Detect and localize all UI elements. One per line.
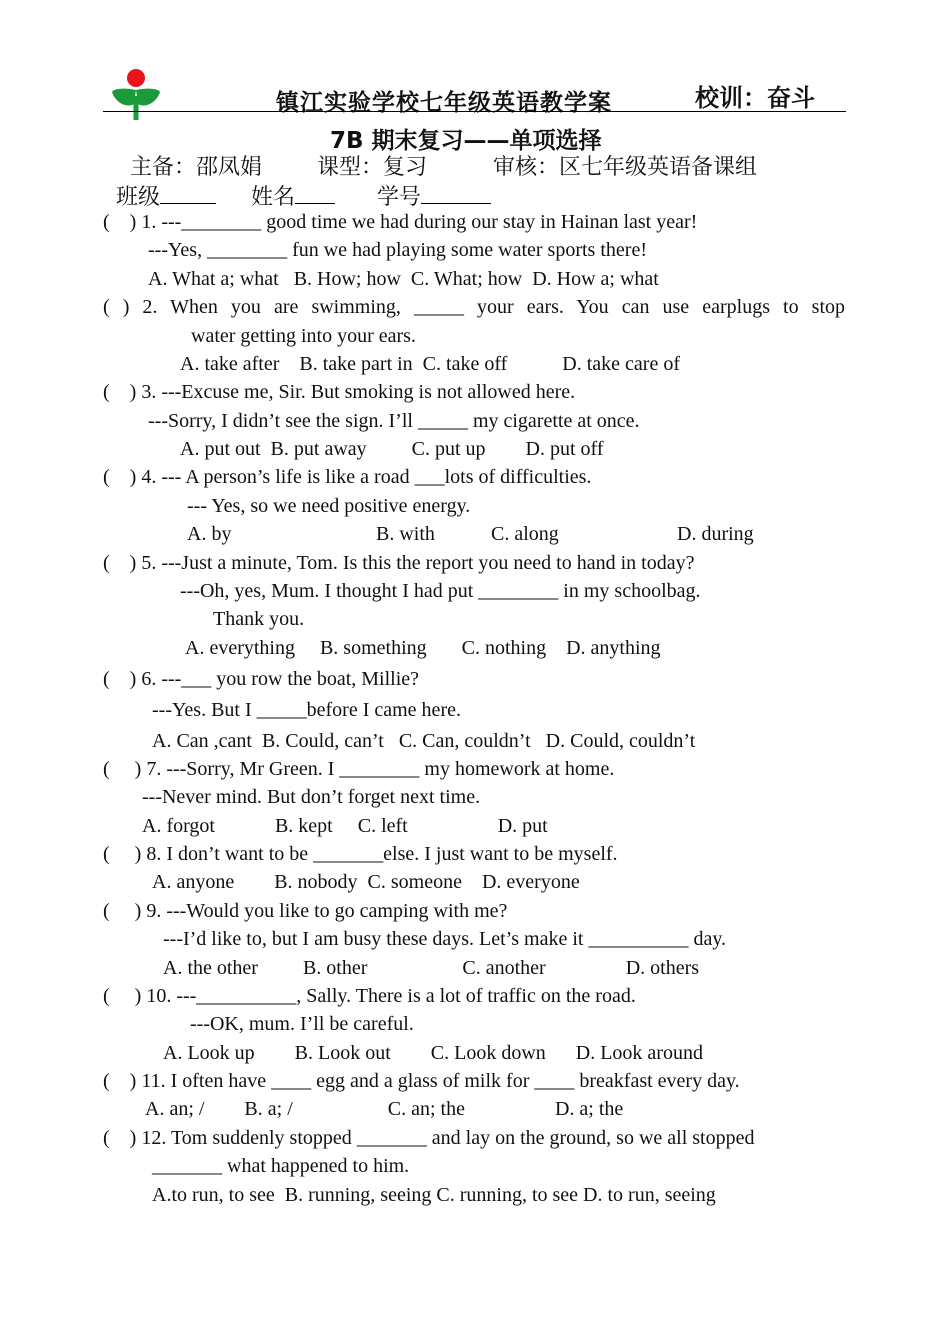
school-motto: 校训：奋斗 xyxy=(695,84,815,112)
number-blank[interactable] xyxy=(421,183,491,204)
q2-stem-cont: water getting into your ears. xyxy=(191,325,416,347)
q9-stem: ( ) 9. ---Would you like to go camping with me? xyxy=(103,900,508,922)
q9-options: A. the other B. other C. another D. others xyxy=(163,957,700,979)
school-title: 镇江实验学校七年级英语教学案 xyxy=(276,90,612,116)
q4-option-a: A. by xyxy=(187,523,232,545)
q5-options: A. everything B. something C. nothing D. anything xyxy=(185,637,661,659)
q5-reply: ---Oh, yes, Mum. I thought I had put ________ in my schoolbag. xyxy=(180,580,701,602)
q12-stem: ( ) 12. Tom suddenly stopped _______ and lay on the ground, so we all stopped xyxy=(103,1127,755,1149)
q3-stem: ( ) 3. ---Excuse me, Sir. But smoking is not allowed here. xyxy=(103,381,576,403)
q6-stem: ( ) 6. ---___ you row the boat, Millie? xyxy=(103,668,420,690)
q12-stem-cont: _______ what happened to him. xyxy=(152,1155,410,1177)
meta-review: 审核：区七年级英语备课组 xyxy=(492,155,757,180)
meta-type: 课型：复习 xyxy=(316,155,427,180)
meta-lead: 主备：邵凤娟 xyxy=(130,155,263,180)
school-logo xyxy=(110,68,162,120)
q8-stem: ( ) 8. I don’t want to be _______else. I just want to be myself. xyxy=(103,843,618,865)
q10-stem: ( ) 10. ---__________, Sally. There is a lot of traffic on the road. xyxy=(103,985,636,1007)
name-blank[interactable] xyxy=(295,183,335,204)
q1-reply: ---Yes, ________ fun we had playing some water sports there! xyxy=(148,239,647,261)
q4-option-b: B. with xyxy=(376,523,435,545)
class-blank[interactable] xyxy=(160,183,216,204)
q4-stem: ( ) 4. --- A person’s life is like a road ___lots of difficulties. xyxy=(103,466,592,488)
q4-option-d: D. during xyxy=(677,523,754,545)
student-fields xyxy=(116,180,491,211)
q10-options: A. Look up B. Look out C. Look down D. Look around xyxy=(163,1042,703,1064)
q3-options: A. put out B. put away C. put up D. put off xyxy=(180,438,604,460)
number-label: 学号 xyxy=(376,185,421,210)
meta-line xyxy=(130,150,757,181)
q5-reply-cont: Thank you. xyxy=(213,608,305,630)
q4-option-c: C. along xyxy=(491,523,559,545)
class-label: 班级 xyxy=(116,185,161,210)
q3-reply: ---Sorry, I didn’t see the sign. I’ll _____ my cigarette at once. xyxy=(148,410,640,432)
q6-options: A. Can ,cant B. Could, can’t C. Can, couldn’t D. Could, couldn’t xyxy=(152,730,696,752)
q11-options: A. an; / B. a; / C. an; the D. a; the xyxy=(145,1098,624,1120)
q7-reply: ---Never mind. But don’t forget next time. xyxy=(142,786,481,808)
q2-stem: ( ) 2. When you are swimming, _____ your ears. You can use earplugs to stop xyxy=(103,296,845,318)
q1-options: A. What a; what B. How; how C. What; how D. How a; what xyxy=(148,268,659,290)
q12-options: A.to run, to see B. running, seeing C. running, to see D. to run, seeing xyxy=(152,1184,716,1206)
q9-reply: ---I’d like to, but I am busy these days. Let’s make it __________ day. xyxy=(163,928,727,950)
q5-stem: ( ) 5. ---Just a minute, Tom. Is this the report you need to hand in today? xyxy=(103,552,695,574)
q1-stem: ( ) 1. ---________ good time we had during our stay in Hainan last year! xyxy=(103,211,698,233)
q11-stem: ( ) 11. I often have ____ egg and a glass of milk for ____ breakfast every day. xyxy=(103,1070,740,1092)
q8-options: A. anyone B. nobody C. someone D. everyone xyxy=(152,871,580,893)
header-rule xyxy=(103,111,846,112)
q7-options: A. forgot B. kept C. left D. put xyxy=(142,815,548,837)
page-title: 7B 期末复习——单项选择 xyxy=(330,128,602,154)
q2-options: A. take after B. take part in C. take off D. take care of xyxy=(180,353,680,375)
q7-stem: ( ) 7. ---Sorry, Mr Green. I ________ my homework at home. xyxy=(103,758,615,780)
q10-reply: ---OK, mum. I’ll be careful. xyxy=(190,1013,414,1035)
q6-reply: ---Yes. But I _____before I came here. xyxy=(152,699,461,721)
q4-reply: --- Yes, so we need positive energy. xyxy=(187,495,471,517)
name-label: 姓名 xyxy=(250,185,295,210)
